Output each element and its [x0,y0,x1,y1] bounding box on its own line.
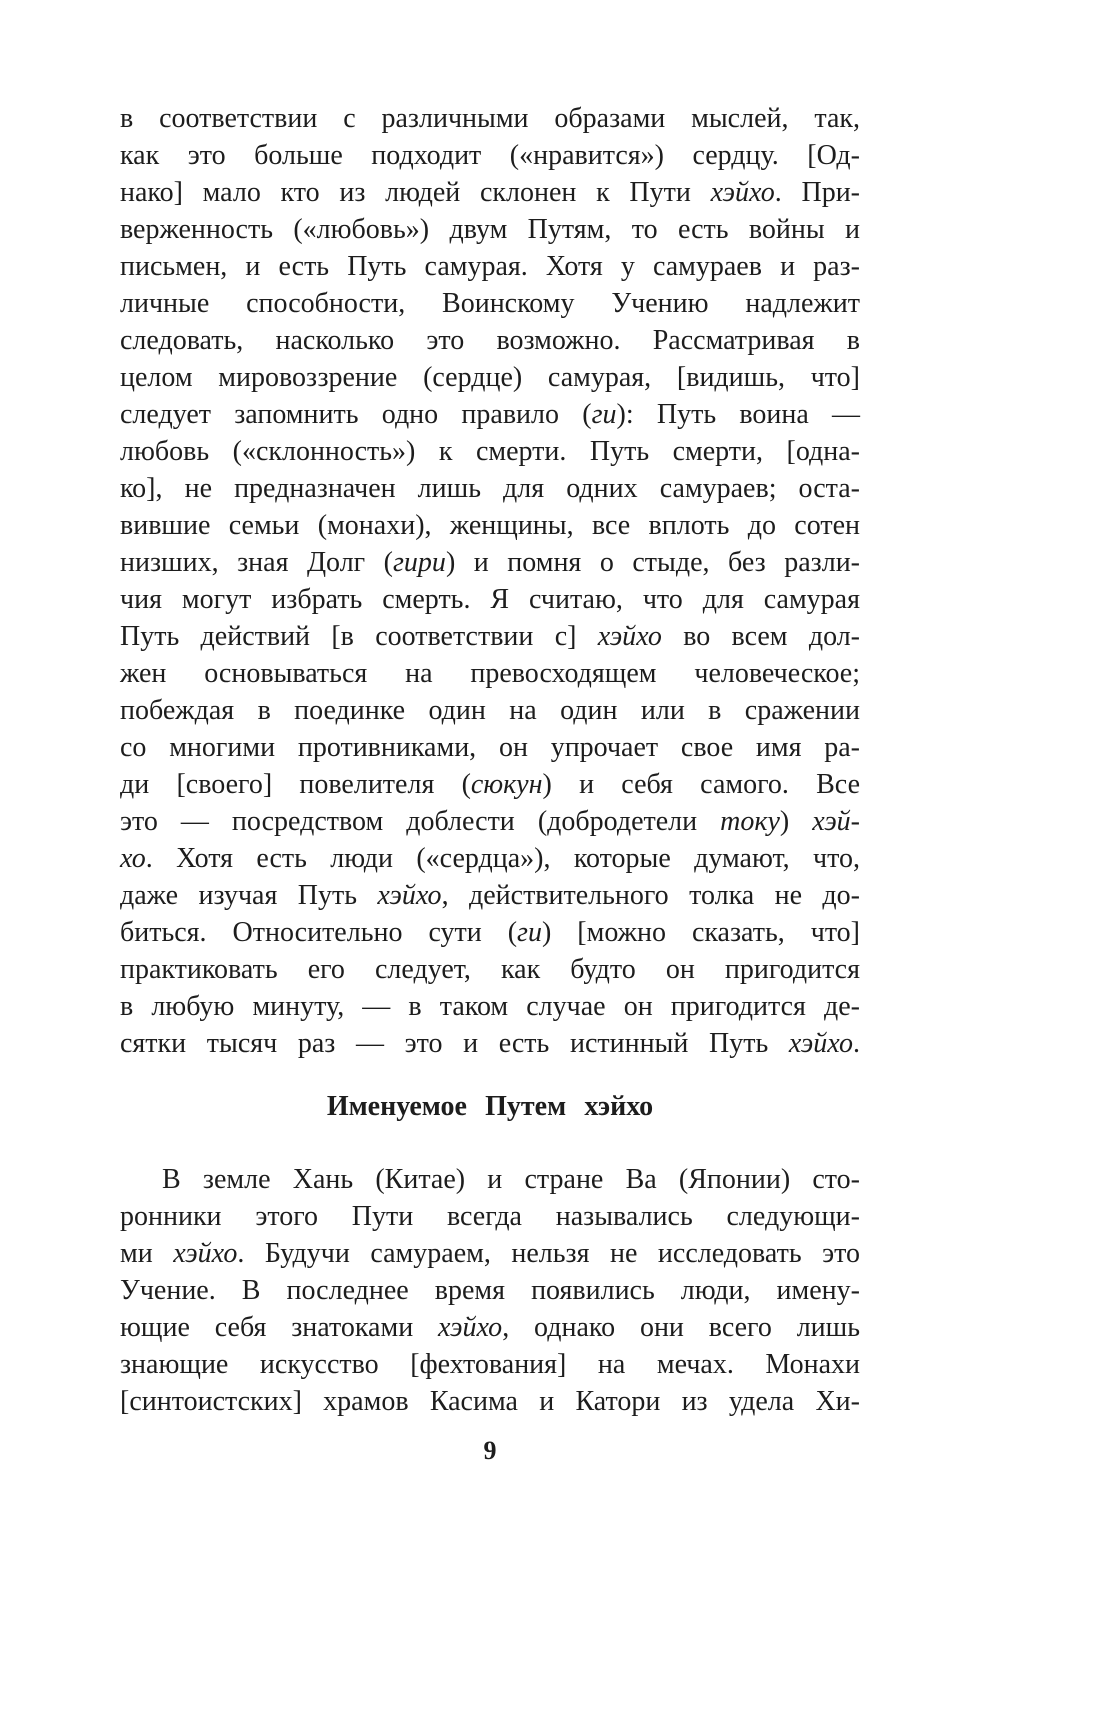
text-line [120,618,860,655]
text-segment: ) и себя самого. Все [542,769,860,800]
italic-term: хэйхо [788,1028,853,1059]
text-line [120,433,860,470]
text-segment: ) [можно сказать, что] [541,917,861,948]
text-segment: биться. Относительно сути ( [120,917,518,948]
italic-term: хэйхо [710,177,775,208]
text-line [120,359,860,396]
text-line [120,840,860,877]
text-segment: верженность («любовь») двум Путям, то есть войны и [120,214,860,245]
text-line [120,507,860,544]
text-segment: во всем дол- [661,621,860,652]
text-segment: . [853,1028,860,1059]
text-line [120,396,860,433]
text-line [120,1161,860,1198]
text-line [120,1309,860,1346]
text-line [120,470,860,507]
italic-term: хо [120,843,146,874]
text-segment: Учение. В последнее время появились люди, имену- [120,1275,860,1306]
text-line [120,211,860,248]
text-segment: ): Путь воина — [616,399,860,430]
text-segment: ронники этого Пути всегда назывались следующи- [120,1201,860,1232]
text-segment: ющие себя знатоками [120,1312,439,1343]
italic-term: хэй- [812,806,860,837]
paragraph [120,1161,860,1420]
text-segment: письмен, и есть Путь самурая. Хотя у самураев и раз- [120,251,860,282]
text-line [120,248,860,285]
text-segment: побеждая в поединке один на один или в сражении [120,695,860,726]
italic-term: хэйхо [173,1238,238,1269]
text-segment: в соответствии с различными образами мыслей, так, [120,103,860,134]
text-line [120,988,860,1025]
text-segment: ) [779,806,813,837]
text-line [120,655,860,692]
text-line [120,285,860,322]
text-segment: сятки тысяч раз — это и есть истинный Путь [120,1028,789,1059]
page-number: 9 [483,1436,497,1465]
text-line [120,1346,860,1383]
text-segment: как это больше подходит («нравится») сердцу. [Од- [120,140,860,171]
italic-term: хэйхо [438,1312,503,1343]
text-segment: ди [своего] повелителя ( [120,769,471,800]
text-segment: жен основываться на превосходящем человеческое; [120,658,860,689]
italic-term: хэйхо [377,880,442,911]
text-segment: Путь действий [в соответствии с] [120,621,598,652]
text-segment: нако] мало кто из людей склонен к Пути [120,177,711,208]
text-line [120,766,860,803]
text-line [120,1235,860,1272]
italic-term: ги [517,917,542,948]
text-segment: знающие искусство [фехтования] на мечах. Монахи [120,1349,860,1380]
text-segment: личные способности, Воинскому Учению надлежит [120,288,860,319]
text-segment: чия могут избрать смерть. Я считаю, что для самурая [120,584,860,615]
text-segment: низших, зная Долг ( [120,547,393,578]
text-line [120,174,860,211]
text-line [120,692,860,729]
text-segment: ми [120,1238,174,1269]
text-segment: вившие семьи (монахи), женщины, все вплоть до сотен [120,510,860,541]
text-line [120,544,860,581]
text-segment: [синтоистских] храмов Касима и Катори из удела Хи- [120,1386,860,1417]
italic-term: сюкун [470,769,543,800]
italic-term: хэйхо [597,621,662,652]
text-line [120,877,860,914]
text-line [120,803,860,840]
italic-term: гири [393,547,446,578]
text-segment: следует запомнить одно правило ( [120,399,592,430]
text-line [120,729,860,766]
text-line [120,100,860,137]
text-line [120,1272,860,1309]
italic-term: ги [591,399,617,430]
text-segment: это — посредством доблести (добродетели [120,806,721,837]
text-segment: даже изучая Путь [120,880,378,911]
text-segment: , действительного толка не до- [441,880,861,911]
text-line [120,1383,860,1420]
text-line [120,581,860,618]
text-line [120,1025,860,1062]
text-segment: . Хотя есть люди («сердца»), которые думают, что, [145,843,860,874]
text-segment: ко], не предназначен лишь для одних самураев; оста- [120,473,860,504]
text-line [120,951,860,988]
text-segment: практиковать его следует, как будто он пригодится [120,954,860,985]
text-segment: в любую минуту, — в таком случае он пригодится де- [120,991,860,1022]
text-segment: целом мировоззрение (сердце) самурая, [видишь, что] [120,362,860,393]
text-line [120,137,860,174]
text-segment: ) и помня о стыде, без разли- [445,547,861,578]
text-segment: следовать, насколько это возможно. Рассматривая в [120,325,860,356]
section-heading: Именуемое Путем хэйхо [326,1091,654,1122]
text-segment: . При- [774,177,861,208]
text-segment: , однако они всего лишь [502,1312,860,1343]
italic-term: току [720,806,780,837]
text-segment: любовь («склонность») к смерти. Путь смерти, [одна- [120,436,860,467]
paragraph [120,100,860,1062]
text-column [120,100,860,1420]
text-line [120,322,860,359]
text-segment: В земле Хань (Китае) и стране Ва (Японии) сто- [162,1164,860,1195]
text-line [120,914,860,951]
text-segment: со многими противниками, он упрочает свое имя ра- [120,732,860,763]
text-segment: . Будучи самураем, нельзя не исследовать это [237,1238,860,1269]
text-line [120,1198,860,1235]
